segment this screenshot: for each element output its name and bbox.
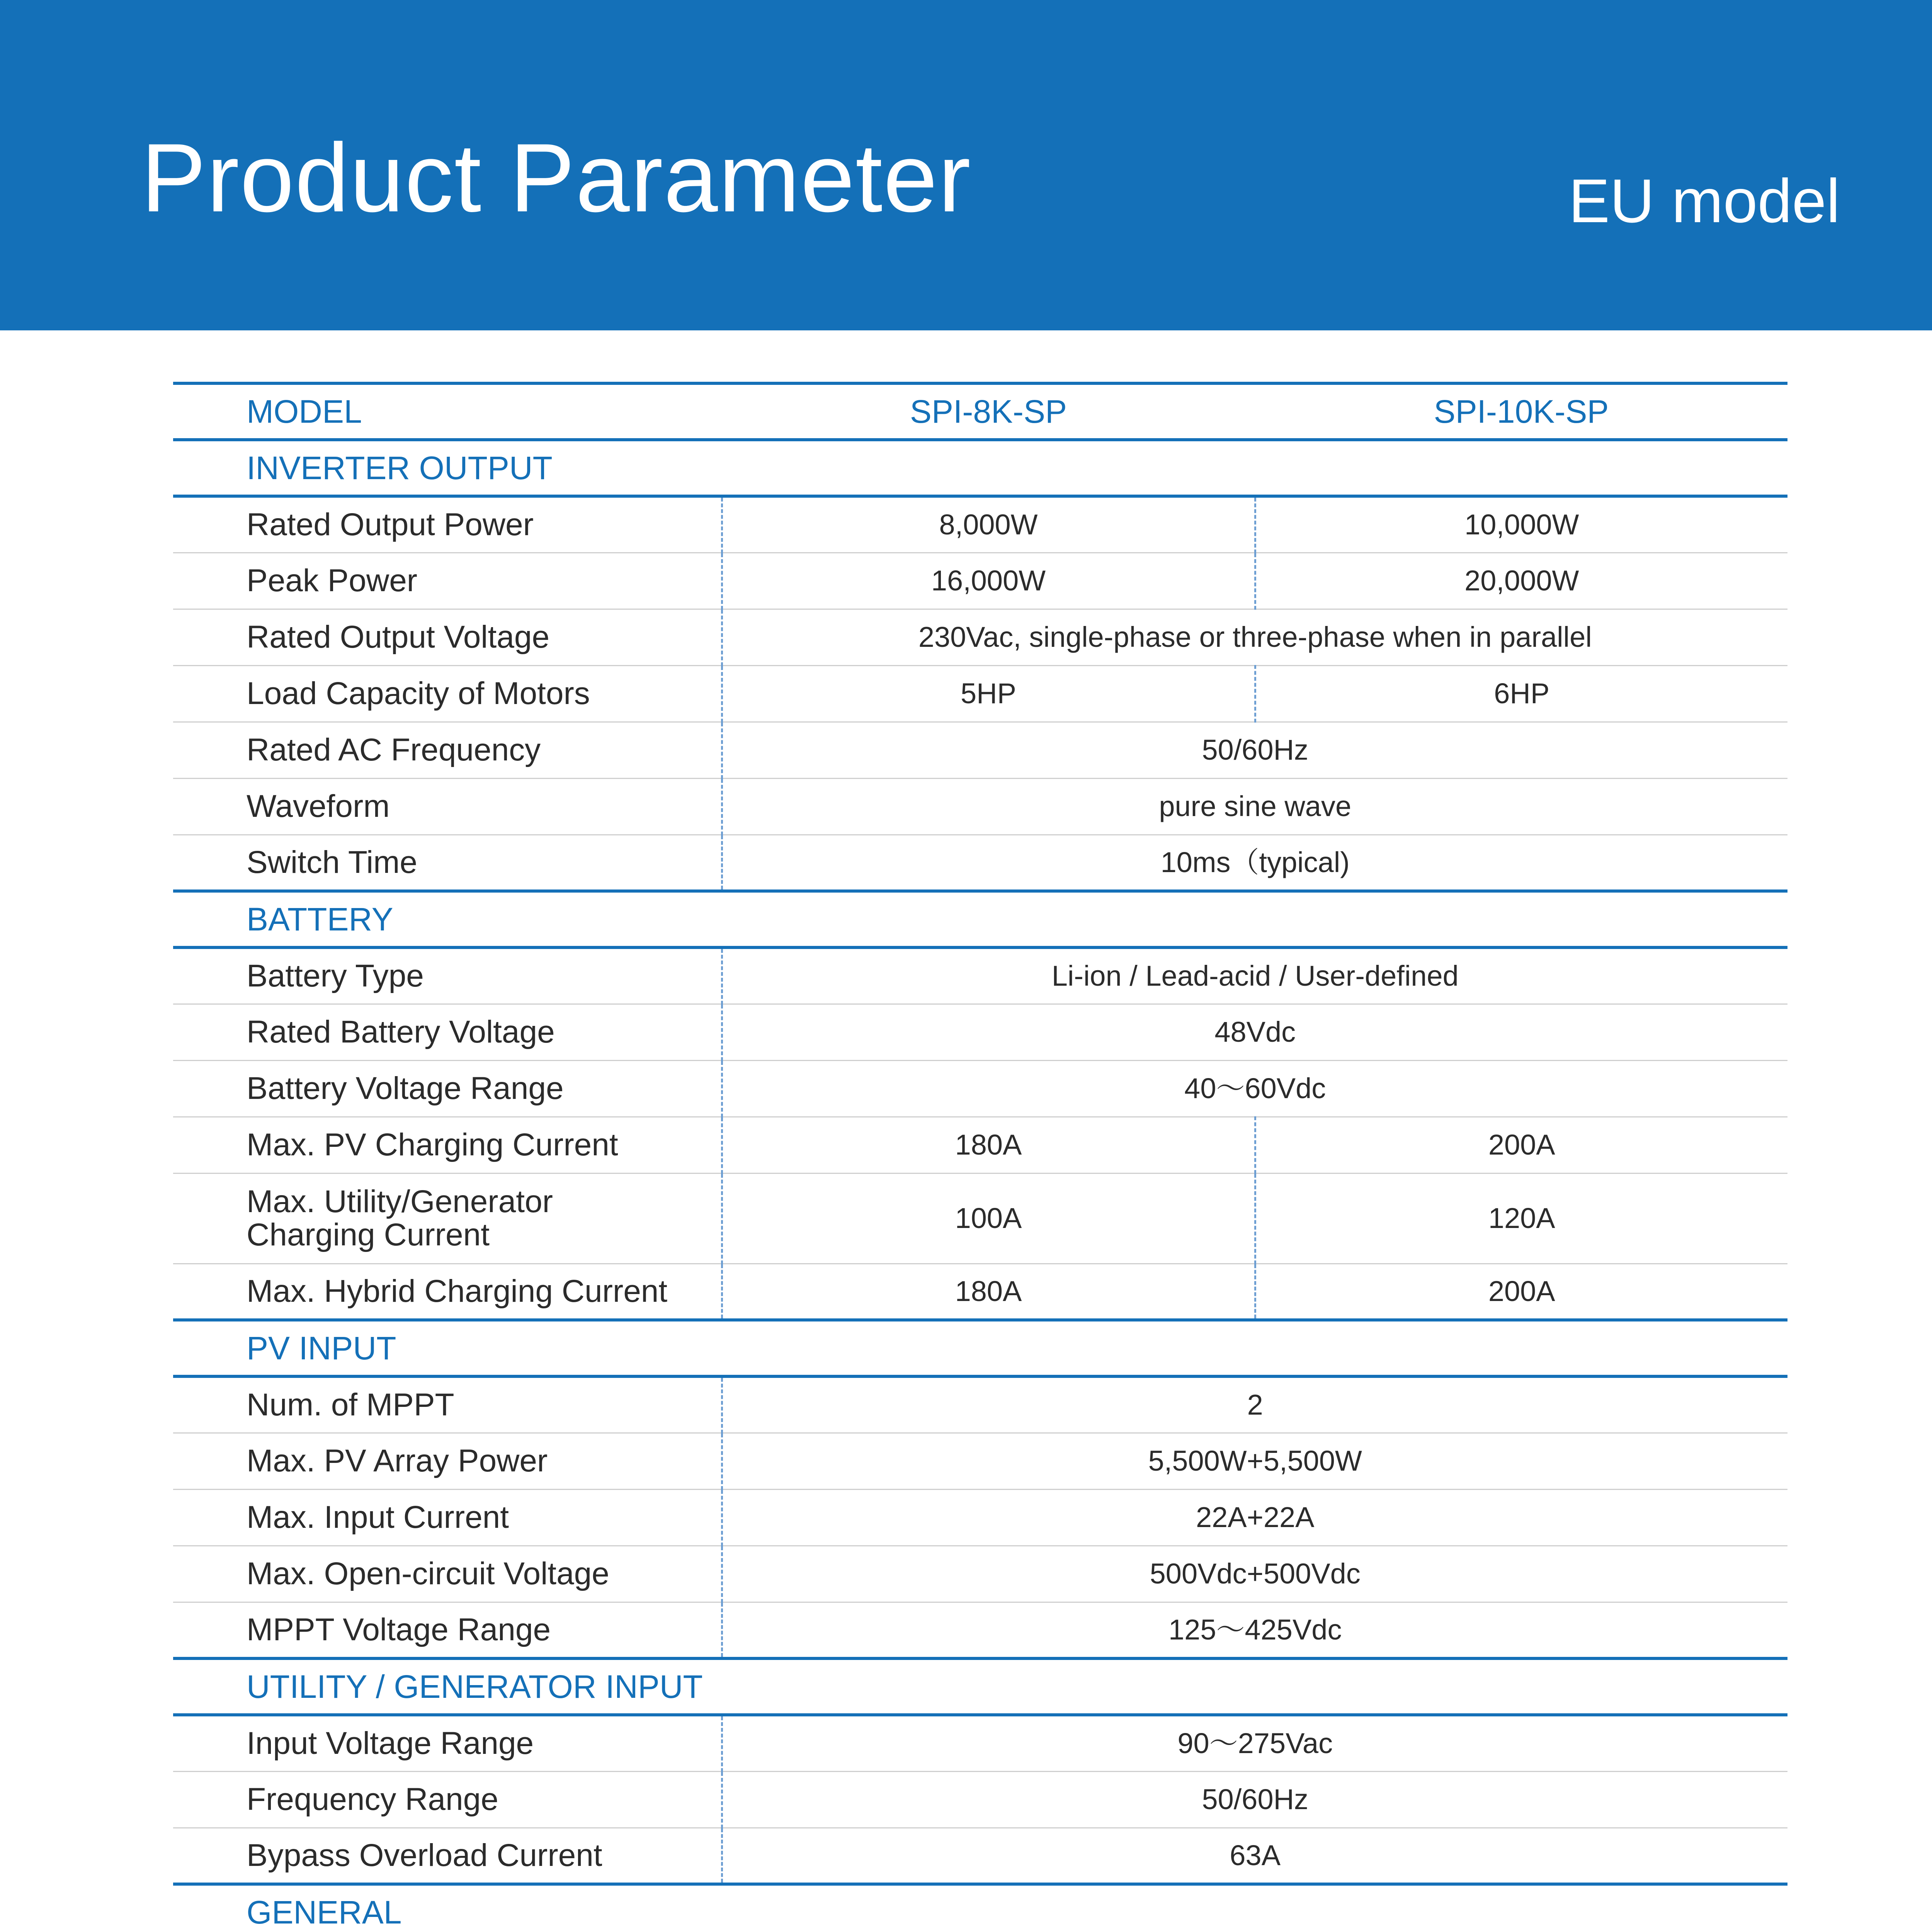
row-value: 40～60Vdc	[722, 1060, 1787, 1117]
table-row	[173, 1376, 1787, 1433]
table-row	[173, 553, 1787, 609]
table-header-row	[173, 383, 1787, 440]
section-header	[173, 1884, 1787, 1932]
row-label: Rated AC Frequency	[173, 722, 722, 778]
section-title: GENERAL	[173, 1884, 1787, 1932]
row-label: Frequency Range	[173, 1771, 722, 1828]
model-a-header: SPI-8K-SP	[722, 383, 1255, 440]
row-value-a: 180A	[722, 1264, 1255, 1320]
row-label: Max. Input Current	[173, 1489, 722, 1546]
row-label: Waveform	[173, 778, 722, 835]
row-label: Max. Open-circuit Voltage	[173, 1546, 722, 1602]
row-label: Switch Time	[173, 835, 722, 891]
row-label: Load Capacity of Motors	[173, 665, 722, 722]
row-value-a: 8,000W	[722, 496, 1255, 553]
table-row	[173, 496, 1787, 553]
table-row	[173, 665, 1787, 722]
row-value: 48Vdc	[722, 1004, 1787, 1060]
row-value: 2	[722, 1376, 1787, 1433]
table-row	[173, 609, 1787, 665]
table-row	[173, 778, 1787, 835]
row-value: 90～275Vac	[722, 1715, 1787, 1771]
table-row	[173, 947, 1787, 1004]
row-label: Battery Voltage Range	[173, 1060, 722, 1117]
section-header	[173, 1320, 1787, 1376]
row-value-a: 180A	[722, 1117, 1255, 1173]
row-label: Rated Output Power	[173, 496, 722, 553]
section-title: INVERTER OUTPUT	[173, 440, 1787, 496]
table-row	[173, 1602, 1787, 1658]
row-value: Li-ion / Lead-acid / User-defined	[722, 947, 1787, 1004]
row-label-line1: Max. Utility/Generator	[247, 1184, 553, 1219]
row-label: Bypass Overload Current	[173, 1828, 722, 1884]
row-value-b: 200A	[1255, 1117, 1787, 1173]
table-row	[173, 1433, 1787, 1489]
spec-table	[173, 382, 1787, 1932]
row-value: 125～425Vdc	[722, 1602, 1787, 1658]
row-value-b: 20,000W	[1255, 553, 1787, 609]
table-row	[173, 1546, 1787, 1602]
row-label: Battery Type	[173, 947, 722, 1004]
table-row	[173, 1489, 1787, 1546]
row-label: Rated Output Voltage	[173, 609, 722, 665]
section-title: UTILITY / GENERATOR INPUT	[173, 1658, 1787, 1715]
row-value: 22A+22A	[722, 1489, 1787, 1546]
row-label: Input Voltage Range	[173, 1715, 722, 1771]
row-label: Max. PV Charging Current	[173, 1117, 722, 1173]
table-row	[173, 722, 1787, 778]
model-b-header: SPI-10K-SP	[1255, 383, 1787, 440]
row-value: 50/60Hz	[722, 1771, 1787, 1828]
row-value-b: 10,000W	[1255, 496, 1787, 553]
row-value: 5,500W+5,500W	[722, 1433, 1787, 1489]
row-value: 10ms（typical)	[722, 835, 1787, 891]
table-row	[173, 1828, 1787, 1884]
row-value-b: 120A	[1255, 1173, 1787, 1264]
row-label: MPPT Voltage Range	[173, 1602, 722, 1658]
table-row	[173, 1173, 1787, 1264]
model-header: MODEL	[173, 383, 722, 440]
row-value: pure sine wave	[722, 778, 1787, 835]
row-label: Peak Power	[173, 553, 722, 609]
row-label: Max. Hybrid Charging Current	[173, 1264, 722, 1320]
row-value-b: 200A	[1255, 1264, 1787, 1320]
row-label: Rated Battery Voltage	[173, 1004, 722, 1060]
section-header	[173, 891, 1787, 947]
row-value-a: 16,000W	[722, 553, 1255, 609]
table-row	[173, 1060, 1787, 1117]
row-value: 230Vac, single-phase or three-phase when in parallel	[722, 609, 1787, 665]
section-title: PV INPUT	[173, 1320, 1787, 1376]
table-row	[173, 1264, 1787, 1320]
section-header	[173, 1658, 1787, 1715]
row-label-line2: Charging Current	[247, 1217, 490, 1252]
row-value-a: 5HP	[722, 665, 1255, 722]
model-region-label: EU model	[1568, 166, 1840, 235]
row-value-a: 100A	[722, 1173, 1255, 1264]
section-title: BATTERY	[173, 891, 1787, 947]
table-row	[173, 1715, 1787, 1771]
row-label: Max. PV Array Power	[173, 1433, 722, 1489]
page-title: Product Parameter	[141, 124, 971, 232]
row-value: 50/60Hz	[722, 722, 1787, 778]
table-row	[173, 835, 1787, 891]
table-row	[173, 1004, 1787, 1060]
table-row	[173, 1771, 1787, 1828]
row-value: 63A	[722, 1828, 1787, 1884]
section-header	[173, 440, 1787, 496]
row-value-b: 6HP	[1255, 665, 1787, 722]
header-banner	[0, 0, 1932, 330]
row-label: Num. of MPPT	[173, 1376, 722, 1433]
row-value: 500Vdc+500Vdc	[722, 1546, 1787, 1602]
row-label	[173, 1173, 722, 1264]
table-row	[173, 1117, 1787, 1173]
